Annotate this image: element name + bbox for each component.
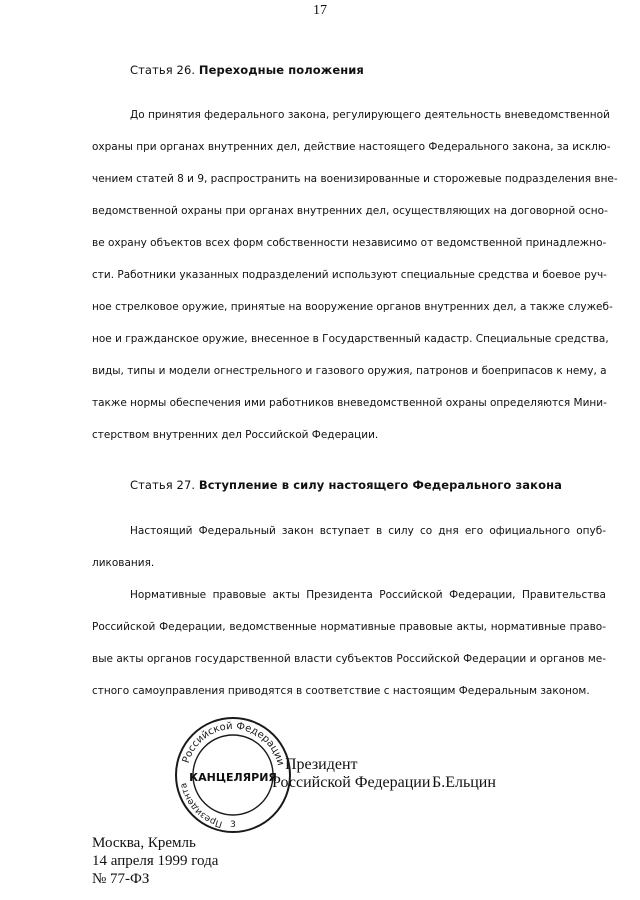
article-26-text-line: ное и гражданское оружие, внесенное в Государственный кадастр. Специальные средства, [92,333,609,345]
date-text: 14 апреля 1999 года [92,853,219,869]
article-26-text-line: сти. Работники указанных подразделений используют специальные средства и боевое руч- [92,269,607,281]
stamp-number: 3 [230,820,236,830]
article-27-text-line: Настоящий Федеральный закон вступает в силу со дня его официального опуб- [130,525,606,537]
article-26-text-line: ное стрелковое оружие, принятые на вооружение органов внутренних дел, а также служеб- [92,301,613,313]
law-number-text: № 77-ФЗ [92,871,150,887]
place-text: Москва, Кремль [92,835,196,851]
article-26-text-line: ве охрану объектов всех форм собственности независимо от ведомственной принадлежно- [92,237,607,249]
article-27-text-line: ликования. [92,557,155,569]
article-26-text-line: охраны при органах внутренних дел, действие настоящего Федерального закона, за исклю- [92,141,611,153]
article-26-text-line: стерством внутренних дел Российской Федерации. [92,429,379,441]
article-27-title: Вступление в силу настоящего Федерального закона [198,478,562,492]
article-27-label: Статья 27. [130,478,196,492]
article-27-text-line: Нормативные правовые акты Президента Российской Федерации, Правительства [130,589,606,601]
article-26-heading [130,63,364,77]
article-26-text-line: До принятия федерального закона, регулирующего деятельность вневедомственной [130,109,610,121]
stamp-left-text: Президента [179,781,224,829]
article-26-label: Статья 26. [130,63,196,77]
article-26-text-line: чением статей 8 и 9, распространить на военизированные и сторожевые подразделения вне- [92,173,618,185]
article-27-text-line: Российской Федерации, ведомственные нормативные правовые акты, нормативные право- [92,621,606,633]
article-26-title: Переходные положения [198,63,364,77]
article-26-text-line: ведомственной охраны при органах внутренних дел, осуществляющих на договорной осно- [92,205,608,217]
article-26-text-line: виды, типы и модели огнестрельного и газового оружия, патронов и боеприпасов к нему, а [92,365,607,377]
stamp-center-text: КАНЦЕЛЯРИЯ [189,771,277,784]
stamp-ring-text: Российской Федерации [180,720,286,767]
article-26-text-line: также нормы обеспечения ими работников вневедомственной охраны определяются Мини- [92,397,607,409]
signature-name: Б.Ельцин [432,774,496,791]
article-27-text-line: стного самоуправления приводятся в соответствие с настоящим Федеральным законом. [92,685,590,697]
signature-position-line1: Президент [285,756,358,773]
article-27-heading [130,478,562,492]
article-27-text-line: вые акты органов государственной власти субъектов Российской Федерации и органов ме- [92,653,606,665]
signature-position-line2: Российской Федерации [272,774,431,791]
page-number: 17 [313,3,327,18]
